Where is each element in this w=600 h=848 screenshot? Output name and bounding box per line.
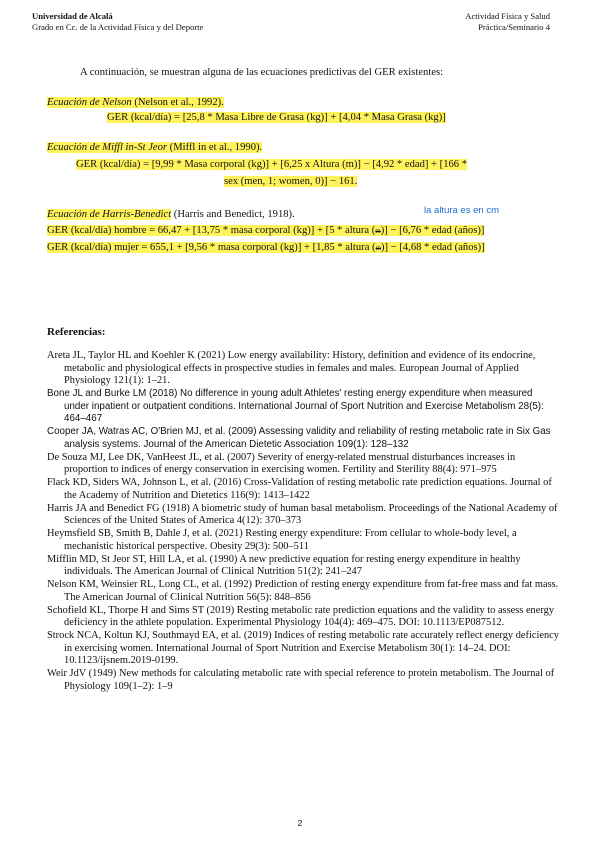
harris-women-part2: )] − [4,68 * edad (años)] [381,242,485,253]
harris-women-part1: GER (kcal/día) mujer = 655,1 + [9,56 * masa corporal (kg)] + [1,85 * altura ( [47,242,376,253]
mifflin-formula-line1: GER (kcal/día) = [9,99 * Masa corporal (kg)] + [6,25 x Altura (m)] − [4,92 * edad] + [166 * [76,159,468,170]
reference-item: Heymsfield SB, Smith B, Dahle J, et al. (2021) Resting energy expenditure: From cellular to whole-body level, a mechanistic historical perspective. Obesity 29(3): 500–511 [47,528,517,552]
reference-item: Weir JdV (1949) New methods for calculating metabolic rate with special reference to protein metabolism. The Journal of Physiology 109(1–2): 1–9 [47,668,555,692]
harris-men-part2: )] − [6,76 * edad (años)] [380,225,485,236]
mifflin-name: Ecuación de Miffl in-St Jeor [47,142,168,153]
references-list [47,350,559,694]
harris-women-strikeout: m [375,244,382,252]
reference-item: Mifflin MD, St Jeor ST, Hill LA, et al. (1990) A new predictive equation for resting energy expenditure in healthy individuals. The American Journal of Clinical Nutrition 51(2): 241–247 [47,553,521,577]
harris-cite: (Harris and Benedict, 1918). [171,209,295,220]
degree-name: Grado en Cc. de la Actividad Física y del Deporte [32,22,204,32]
reference-item: Nelson KM, Weinsier RL, Long CL, et al. (1992) Prediction of resting energy expenditure from fat-free mass and fat mass. The American Journal of Clinical Nutrition 56(5): 848–856 [47,579,559,603]
nelson-cite: (Nelson et al., 1992). [131,97,224,108]
reference-item: Bone JL and Burke LM (2018) No difference in young adult Athletes' resting energy expenditure when measured under inpatient or outpatient conditions. International Journal of Sport Nutrition and Exercise Metabolism 28(5): 464–467 [47,388,544,424]
header-right [465,11,550,33]
harris-men-formula [47,224,484,238]
reference-item: Flack KD, Siders WA, Johnson L, et al. (2016) Cross-Validation of resting metabolic rate prediction equations. Journal of the Academy of Nutrition and Dietetics 116(9): 1413–1422 [47,477,552,501]
intro-text: A continuación, se muestran alguna de las ecuaciones predictivas del GER existentes: [80,67,444,78]
mifflin-title [47,141,262,154]
mifflin-formula-1 [76,158,467,171]
university-name: Universidad de Alcalá [32,11,113,21]
reference-item: Cooper JA, Watras AC, O'Brien MJ, et al. (2009) Assessing validity and reliability of resting metabolic rate in Six Gas analysis systems. Journal of the American Dietetic Association 109(1): 128–132 [47,426,551,450]
harris-name: Ecuación de Harris-Benedict [47,209,172,220]
nelson-formula [107,111,446,124]
reference-item: Strock NCA, Koltun KJ, Southmayd EA, et al. (2019) Indices of resting metabolic rate accurately reflect energy deficiency in exercising women. International Journal of Sport Nutrition and Exercise Metabolism 30(1): 14–24. DOI: 10.1123/ijsnem.2019-0199. [47,630,559,666]
header-left [32,11,203,33]
mifflin-formula-line2: sex (men, 1; women, 0)] − 161. [224,176,358,187]
height-unit-comment: la altura es en cm [424,205,499,216]
harris-men-strikeout: m [375,227,381,235]
references-title: Referencias: [47,326,106,338]
nelson-title [47,96,224,109]
mifflin-formula-2 [224,175,357,188]
reference-item: Harris JA and Benedict FG (1918) A biometric study of human basal metabolism. Proceedings of the National Academy of Sciences of the United States of America 4(12): 370–373 [47,502,558,526]
nelson-name: Ecuación de Nelson [47,97,132,108]
mifflin-cite: (Miffl in et al., 1990). [167,142,263,153]
nelson-formula-text: GER (kcal/día) = [25,8 * Masa Libre de Grasa (kg)] + [4,04 * Masa Grasa (kg)] [107,112,446,123]
harris-women-formula [47,241,485,255]
page-number: 2 [297,818,303,828]
reference-item: De Souza MJ, Lee DK, VanHeest JL, et al. (2007) Severity of energy-related menstrual disturbances increases in proportion to indices of energy conservation in exercising women. Fertility and Sterility 88(4): 971–975 [47,451,516,475]
reference-item: Schofield KL, Thorpe H and Sims ST (2019) Resting metabolic rate prediction equations and the validity to assess energy deficiency in the athlete population. Experimental Physiology 104(4): 469–475. DOI: 10.1113/EP087512. [47,604,555,628]
harris-men-part1: GER (kcal/día) hombre = 66,47 + [13,75 * masa corporal (kg)] + [5 * altura ( [47,225,376,236]
subject-name: Actividad Física y Salud [465,11,550,21]
section-name: Práctica/Seminario 4 [478,22,550,32]
harris-title [47,208,295,221]
reference-item: Areta JL, Taylor HL and Koehler K (2021) Low energy availability: History, definition and evidence of its endocrine, metabolic and physiological effects in prospective studies in females and males. European Journal of Applied Physiology 121(1): 1–21. [47,350,536,386]
